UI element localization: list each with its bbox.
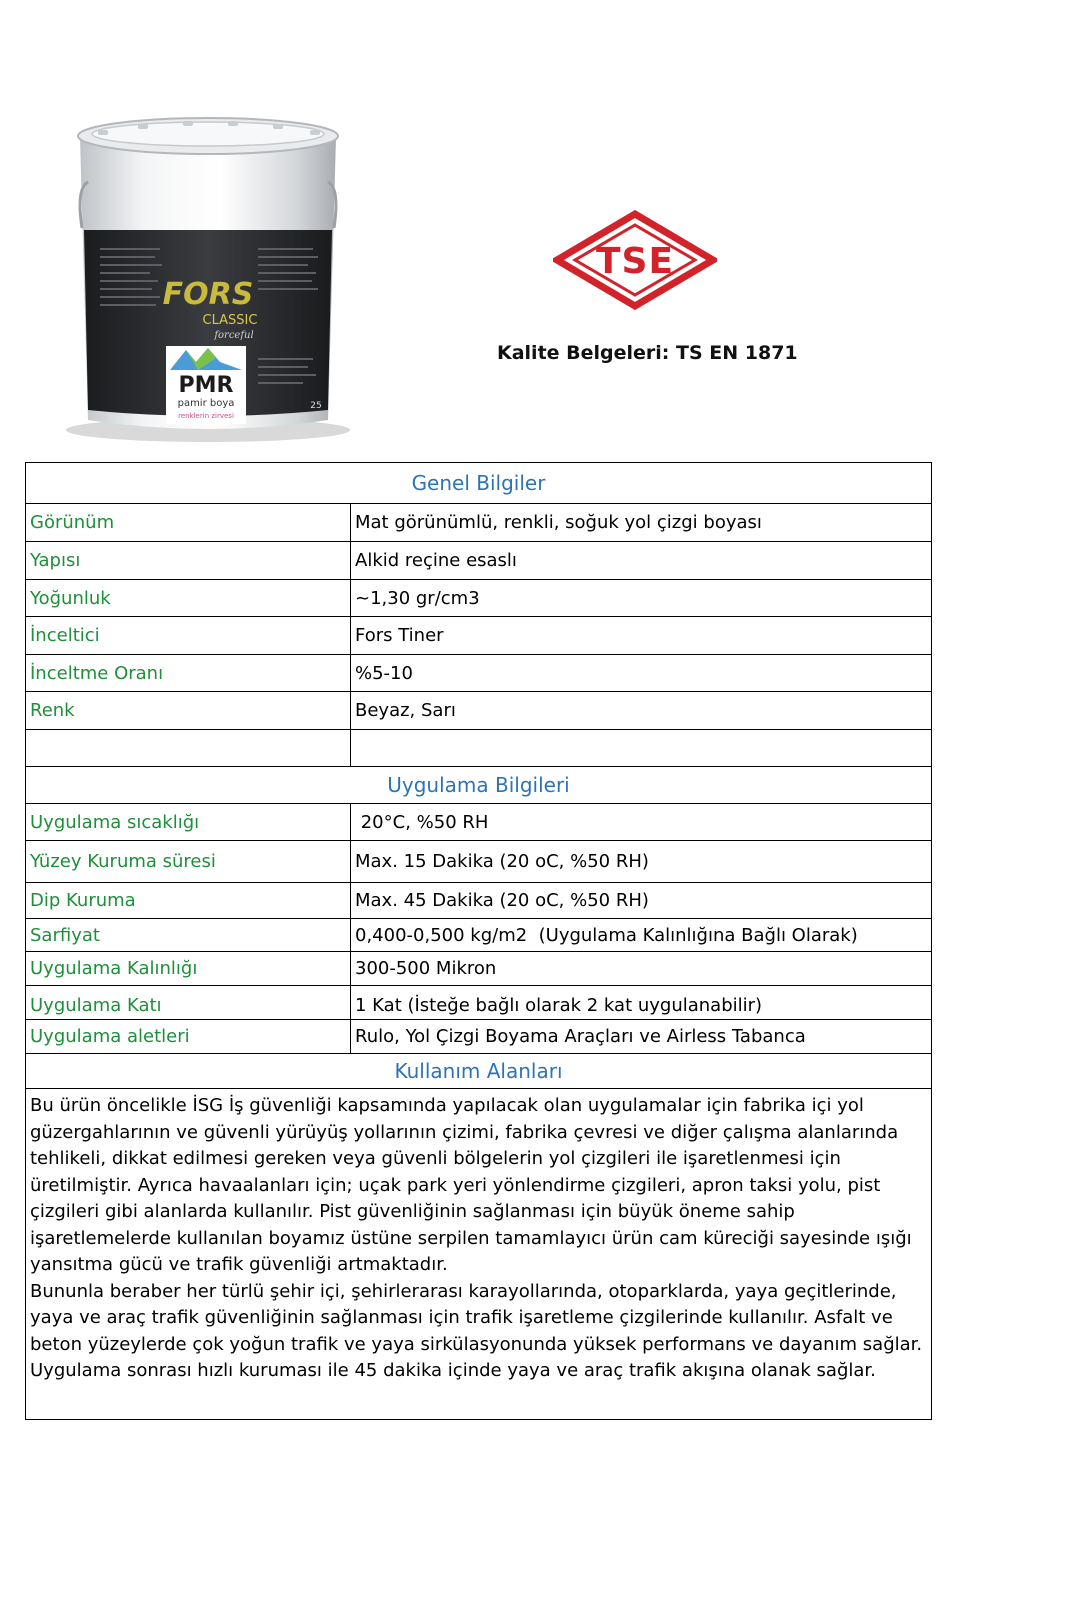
table-row	[26, 986, 931, 1020]
spec-label: Yoğunluk	[26, 580, 351, 616]
spec-label: Uygulama aletleri	[26, 1020, 351, 1053]
spec-label: Renk	[26, 692, 351, 729]
spec-value: Max. 45 Dakika (20 oC, %50 RH)	[355, 890, 649, 911]
maker-name-text: pamir boya	[177, 398, 235, 409]
spec-value: %5-10	[355, 662, 413, 684]
spec-label: Yapısı	[26, 542, 351, 579]
general-section-title: Genel Bilgiler	[411, 471, 546, 495]
spec-value: Mat görünümlü, renkli, soğuk yol çizgi boyası	[355, 512, 762, 533]
table-row	[26, 919, 931, 952]
spec-value: Max. 15 Dakika (20 oC, %50 RH)	[355, 851, 649, 872]
brand-classic-text: CLASSIC	[202, 313, 258, 328]
usage-section-header	[26, 1054, 931, 1089]
application-section-header	[26, 767, 931, 804]
spec-label: İnceltici	[26, 617, 351, 654]
spec-value: 300-500 Mikron	[355, 958, 497, 979]
table-row	[26, 1020, 931, 1054]
spec-label: İnceltme Oranı	[26, 655, 351, 691]
usage-section-title: Kullanım Alanları	[394, 1059, 563, 1083]
brand-tag-text: forceful	[214, 330, 254, 341]
application-section-title: Uygulama Bilgileri	[387, 773, 570, 797]
spec-table	[25, 462, 932, 1420]
usage-paragraph-1: Bu ürün öncelikle İSG İş güvenliği kapsamında yapılacak olan uygulamalar için fabrika içi yol güzergahlarının ve güvenli yürüyüş yollarının çizimi, fabrika çevresi ve diğer çalışma alanlarında tehlikeli, dikkat edilmesi gereken veya güvenli bölgelerin yol çizgileri ile işaretlenmesi için üretilmiştir. Ayrıca havaalanları için; uçak park yeri yönlendirme çizgileri, apron taksi yolu, pist çizgileri gibi alanlarda kullanılır. Pist güvenliğinin sağlanması için büyük öneme sahip işaretlemelerde kullanılan boyamız üstüne serpilen tamamlayıcı ürün cam küreciği sayesinde ışığı yansıtma gücü ve trafik güvenliği artmaktadır.	[30, 1095, 912, 1275]
table-row	[26, 952, 931, 986]
spec-value: 20°C, %50 RH	[355, 811, 489, 833]
table-row	[26, 580, 931, 617]
tse-logo-text: TSE	[595, 241, 675, 282]
usage-description	[30, 1093, 925, 1385]
spec-label: Dip Kuruma	[26, 883, 351, 918]
table-row	[26, 617, 931, 655]
spec-value: 0,400-0,500 kg/m2 (Uygulama Kalınlığına Bağlı Olarak)	[355, 924, 858, 946]
table-row	[26, 504, 931, 542]
table-row	[26, 883, 931, 919]
spec-value	[351, 730, 931, 766]
spec-label: Görünüm	[26, 504, 351, 541]
maker-slogan-text: renklerin zirvesi	[178, 412, 234, 420]
spec-label: Sarfiyat	[26, 919, 351, 951]
tse-logo	[553, 210, 717, 310]
table-row	[26, 542, 931, 580]
spec-label: Uygulama Kalınlığı	[26, 952, 351, 985]
spec-value: Beyaz, Sarı	[355, 700, 456, 721]
table-row	[26, 692, 931, 730]
table-row	[26, 655, 931, 692]
table-row	[26, 804, 931, 841]
product-bucket-image	[58, 108, 358, 446]
volume-text: 25	[310, 401, 322, 411]
spec-value: Rulo, Yol Çizgi Boyama Araçları ve Airless Tabanca	[355, 1026, 806, 1047]
general-section-header	[26, 463, 931, 504]
maker-logo-text: PMR	[178, 373, 234, 398]
spec-value: 1 Kat (İsteğe bağlı olarak 2 kat uygulanabilir)	[355, 995, 763, 1016]
brand-fors-text: FORS	[162, 277, 254, 312]
spec-label: Uygulama Katı	[26, 986, 351, 1019]
spec-value: Fors Tiner	[355, 625, 444, 646]
spec-value: ~1,30 gr/cm3	[355, 587, 480, 609]
usage-paragraph-2: Bununla beraber her türlü şehir içi, şehirlerarası karayollarında, otoparklarda, yaya geçitlerinde, yaya ve araç trafik güvenliğinin sağlanması için trafik işaretleme çizgilerinde kullanılır. Asfalt ve beton yüzeylerde çok yoğun trafik ve yaya sirkülasyonunda yüksek performans ve dayanım sağlar. Uygulama sonrası hızlı kuruması ile 45 dakika içinde yaya ve araç trafik akışına olanak sağlar.	[30, 1280, 923, 1381]
spec-value: Alkid reçine esaslı	[355, 550, 517, 571]
spec-label	[26, 730, 351, 766]
table-row	[26, 841, 931, 883]
table-row	[26, 730, 931, 767]
spec-label: Yüzey Kuruma süresi	[26, 841, 351, 882]
spec-label: Uygulama sıcaklığı	[26, 804, 351, 840]
quality-certificate-label: Kalite Belgeleri: TS EN 1871	[497, 342, 798, 364]
